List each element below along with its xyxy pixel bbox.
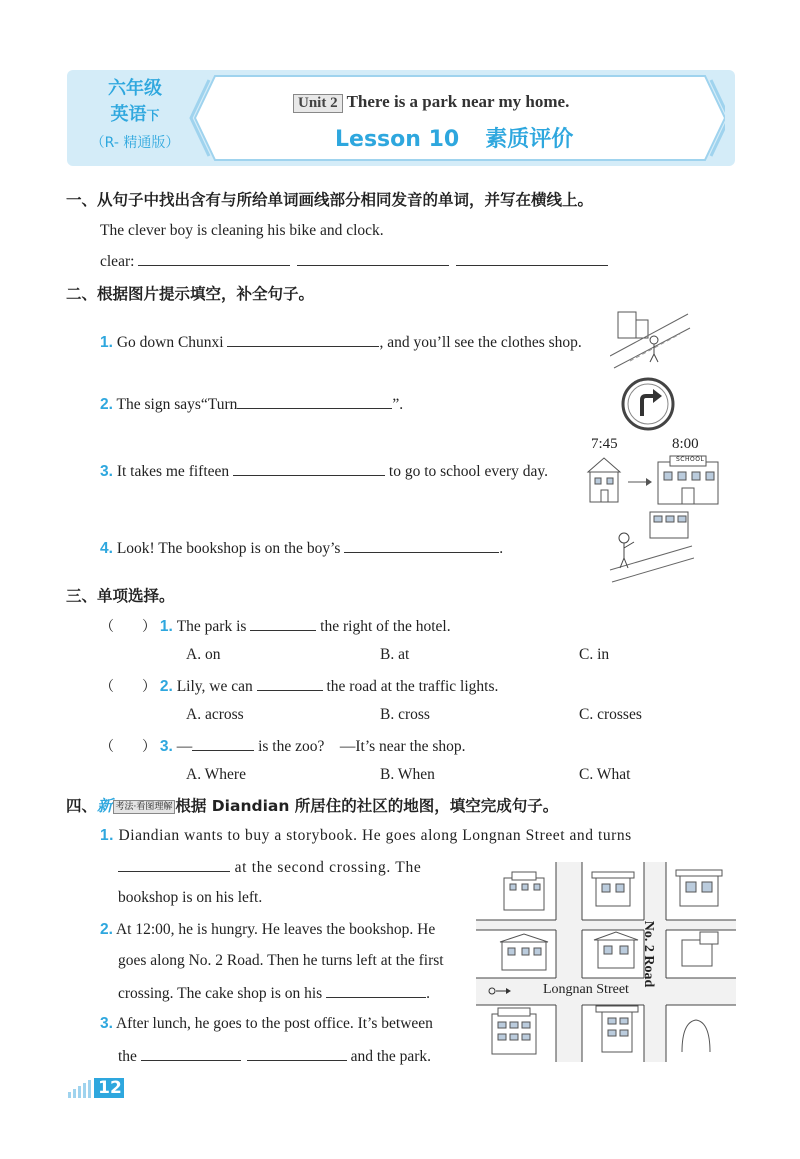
section4-prefix: 四、 bbox=[66, 797, 98, 815]
answer-blank[interactable] bbox=[227, 332, 379, 347]
section4-title: 根据 Diandian 所居住的社区的地图，填空完成句子。 bbox=[175, 797, 559, 815]
option-a: A. across bbox=[186, 706, 244, 723]
lesson-header bbox=[67, 70, 735, 166]
grade-label: 六年级 bbox=[108, 78, 162, 99]
option-b: B. When bbox=[380, 766, 435, 783]
answer-paren[interactable]: （ ） bbox=[100, 679, 156, 695]
page-number: 12 bbox=[98, 1078, 122, 1098]
item-number: 1. bbox=[100, 827, 115, 844]
item-text: to go to school every day. bbox=[388, 463, 549, 480]
option-c: C. crosses bbox=[579, 706, 642, 723]
s4-q1-line3: bookshop is on his left. bbox=[118, 889, 263, 906]
s3-question-1 bbox=[100, 616, 451, 637]
item-number: 3. bbox=[100, 463, 113, 480]
question-text: At 12:00, he is hungry. He leaves the bookshop. He bbox=[115, 921, 436, 938]
answer-blank[interactable] bbox=[118, 857, 230, 872]
section1-answer-row bbox=[100, 251, 608, 272]
answer-blank[interactable] bbox=[247, 1046, 347, 1061]
item-number: 1. bbox=[159, 618, 173, 635]
item-number: 1. bbox=[100, 334, 113, 351]
grade-box bbox=[79, 76, 191, 160]
item-text: Go down Chunxi bbox=[116, 334, 224, 351]
question-text: The park is bbox=[176, 618, 247, 635]
answer-paren[interactable]: （ ） bbox=[100, 619, 156, 635]
item-number: 2. bbox=[100, 921, 113, 938]
s2-item-3 bbox=[100, 461, 548, 482]
community-map bbox=[476, 862, 736, 1062]
answer-blank bbox=[192, 736, 254, 751]
option-c: C. What bbox=[579, 766, 631, 783]
question-text: the bbox=[118, 1048, 137, 1065]
edition-label: （R- 精通版） bbox=[90, 135, 180, 151]
lesson-number: Lesson 10 bbox=[335, 127, 460, 152]
s2-item-2 bbox=[100, 394, 403, 415]
option-a: A. on bbox=[186, 646, 221, 663]
item-text: ”. bbox=[392, 396, 404, 413]
turn-right-sign-icon bbox=[620, 376, 676, 432]
answer-blank[interactable] bbox=[456, 251, 608, 266]
question-text: is the zoo? —It’s near the shop. bbox=[258, 738, 466, 755]
item-text: It takes me fifteen bbox=[116, 463, 230, 480]
answer-blank bbox=[257, 676, 323, 691]
question-text: and the park. bbox=[350, 1048, 432, 1065]
section3-title: 三、单项选择。 bbox=[66, 587, 175, 605]
s4-q3-line1 bbox=[100, 1014, 433, 1034]
boy-bookshop-picture bbox=[604, 508, 694, 584]
question-text: . bbox=[426, 985, 430, 1002]
answer-blank[interactable] bbox=[344, 538, 499, 553]
banner bbox=[193, 78, 713, 158]
section1-sentence: The clever boy is cleaning his bike and clock. bbox=[100, 222, 384, 239]
question-text: the road at the traffic lights. bbox=[326, 678, 499, 695]
map-road-label: No. 2 Road bbox=[641, 920, 656, 988]
question-type-tag: 考法·看图理解 bbox=[113, 800, 176, 814]
option-a: A. Where bbox=[186, 766, 246, 783]
item-number: 4. bbox=[100, 540, 113, 557]
s4-q2-line1 bbox=[100, 920, 435, 940]
question-text: the right of the hotel. bbox=[320, 618, 451, 635]
start-time: 7:45 bbox=[591, 436, 618, 452]
s3-question-2 bbox=[100, 676, 498, 697]
option-b: B. cross bbox=[380, 706, 430, 723]
unit-line bbox=[293, 92, 713, 113]
answer-blank[interactable] bbox=[297, 251, 449, 266]
street-picture bbox=[610, 306, 692, 372]
item-text: Look! The bookshop is on the boy’s bbox=[116, 540, 341, 557]
item-number: 2. bbox=[100, 396, 113, 413]
s3-question-3 bbox=[100, 736, 466, 757]
question-text: Diandian wants to buy a storybook. He goes along Longnan Street and turns bbox=[118, 827, 632, 844]
question-text: Lily, we can bbox=[176, 678, 253, 695]
s2-item-4 bbox=[100, 538, 503, 559]
s4-q1-line1 bbox=[100, 826, 632, 846]
answer-paren[interactable]: （ ） bbox=[100, 739, 156, 755]
map-street-label: Longnan Street bbox=[543, 982, 629, 997]
option-b: B. at bbox=[380, 646, 410, 663]
question-text: — bbox=[176, 738, 193, 755]
answer-blank[interactable] bbox=[141, 1046, 241, 1061]
unit-tag: Unit 2 bbox=[293, 94, 343, 113]
lesson-title: 素质评价 bbox=[485, 127, 574, 152]
question-text: at the second crossing. The bbox=[234, 859, 422, 876]
section4-title-row bbox=[66, 796, 558, 816]
answer-blank bbox=[250, 616, 316, 631]
answer-blank[interactable] bbox=[237, 394, 392, 409]
item-text: The sign says“Turn bbox=[116, 396, 238, 413]
s4-q3-line2 bbox=[118, 1046, 431, 1067]
section1-word: clear: bbox=[100, 253, 135, 270]
answer-blank[interactable] bbox=[326, 983, 426, 998]
item-text: , and you’ll see the clothes shop. bbox=[379, 334, 582, 351]
answer-blank[interactable] bbox=[233, 461, 385, 476]
section2-title: 二、根据图片提示填空，补全句子。 bbox=[66, 285, 315, 303]
s4-q2-line2: goes along No. 2 Road. Then he turns left at the first bbox=[118, 952, 444, 969]
answer-blank[interactable] bbox=[138, 251, 290, 266]
section1-title: 一、从句子中找出含有与所给单词画线部分相同发音的单词，并写在横线上。 bbox=[66, 191, 594, 209]
arrive-time: 8:00 bbox=[672, 436, 699, 452]
item-number: 3. bbox=[100, 1015, 113, 1032]
question-text: After lunch, he goes to the post office. It’s between bbox=[115, 1015, 433, 1032]
new-mark: 新 bbox=[97, 797, 113, 815]
item-number: 3. bbox=[159, 738, 173, 755]
option-c: C. in bbox=[579, 646, 610, 663]
subject-label: 英语 bbox=[110, 104, 147, 125]
question-text: crossing. The cake shop is on his bbox=[118, 985, 323, 1002]
lesson-line bbox=[335, 122, 735, 153]
school-sign-text: SCHOOL bbox=[676, 456, 705, 463]
unit-title: There is a park near my home. bbox=[346, 92, 570, 111]
s2-item-1 bbox=[100, 332, 582, 353]
term-label: 下 bbox=[146, 109, 160, 124]
item-number: 2. bbox=[159, 678, 173, 695]
item-text: . bbox=[499, 540, 504, 557]
s4-q2-line3 bbox=[118, 983, 430, 1004]
s4-q1-line2 bbox=[118, 857, 422, 878]
